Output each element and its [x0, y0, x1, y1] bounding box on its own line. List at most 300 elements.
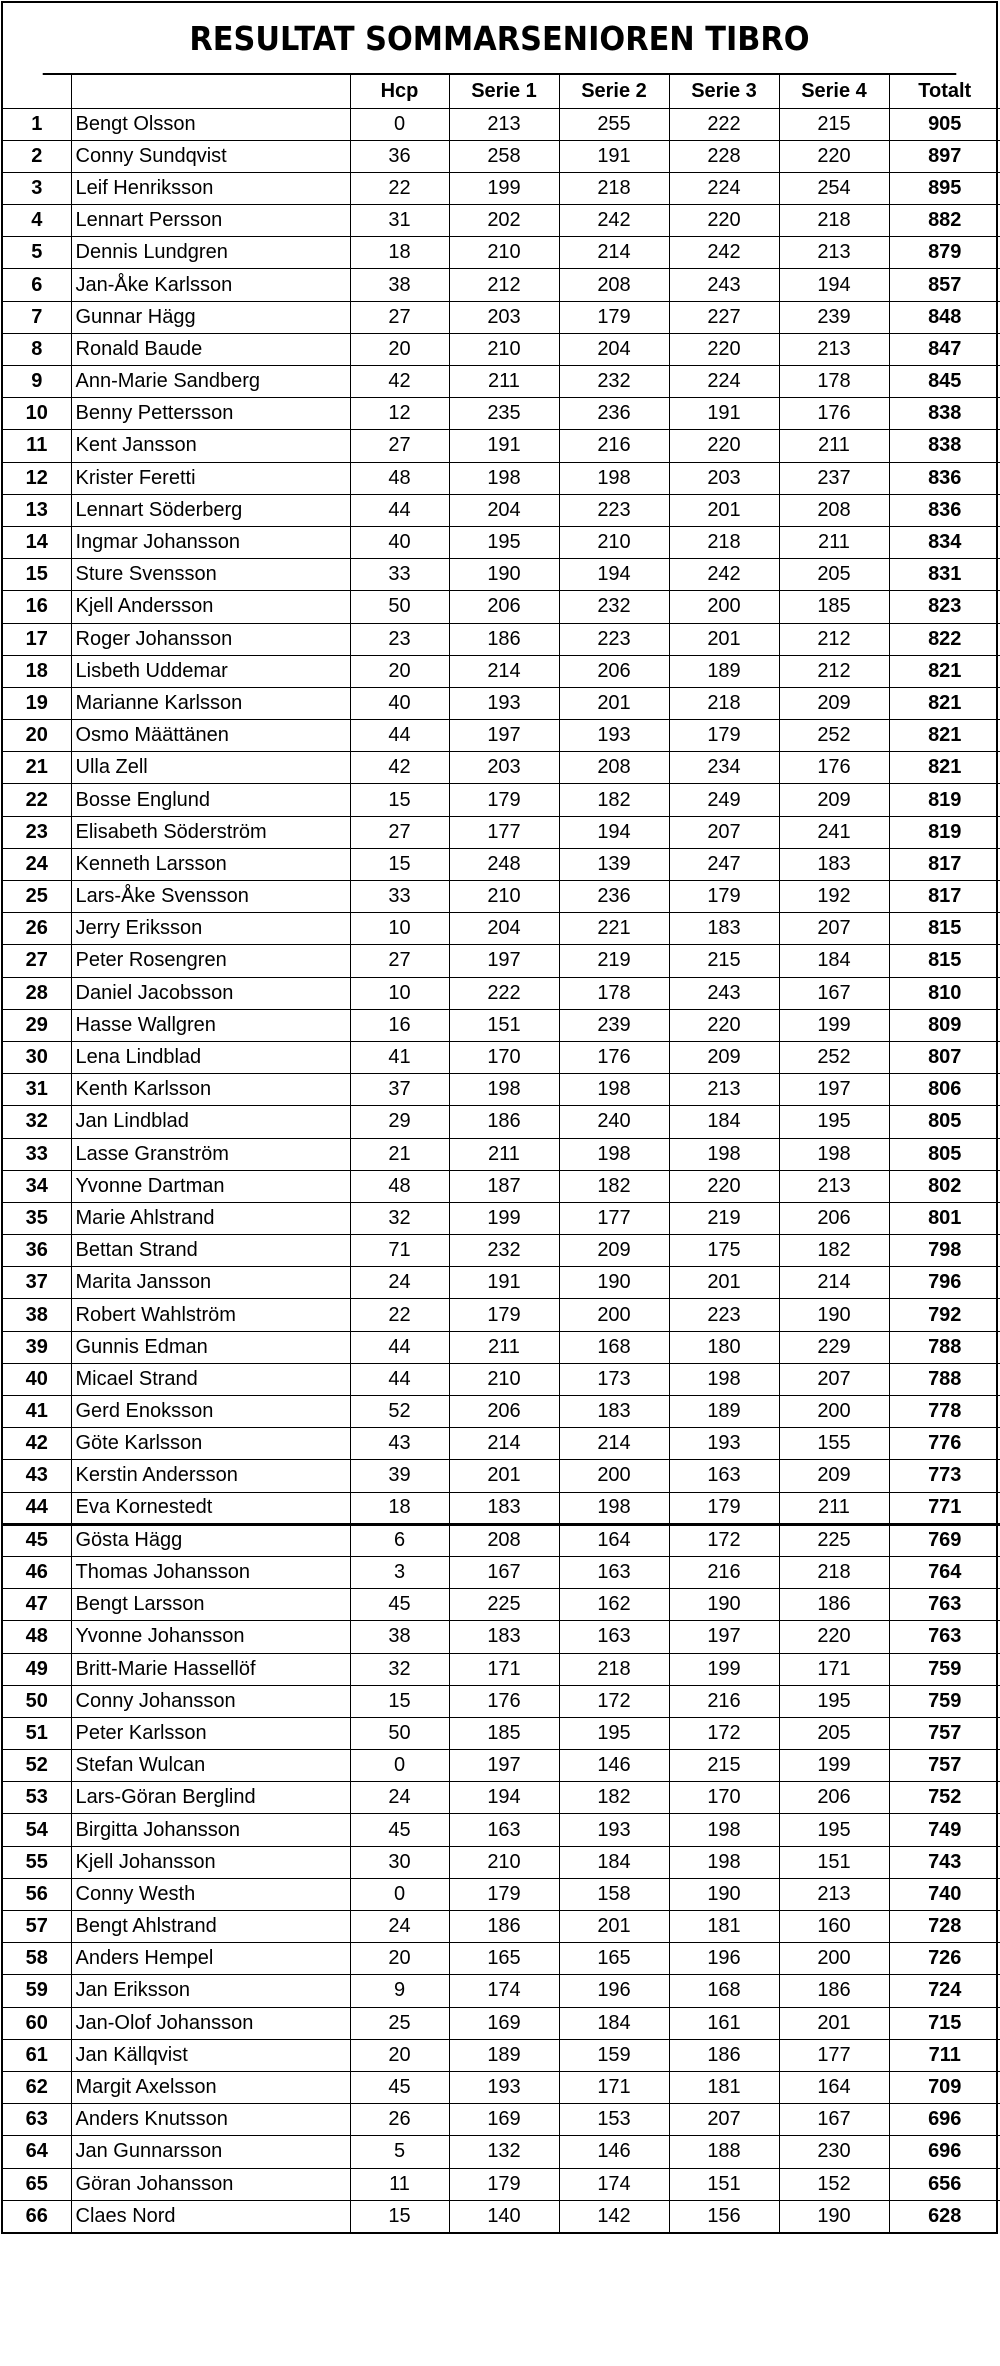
rank-cell: 7 — [3, 301, 71, 333]
serie-2-cell: 198 — [559, 1138, 669, 1170]
serie-2-cell: 201 — [559, 687, 669, 719]
serie-2-cell: 146 — [559, 1750, 669, 1782]
serie-1-cell: 187 — [449, 1170, 559, 1202]
serie-4-cell: 155 — [779, 1428, 889, 1460]
player-name-cell: Kent Jansson — [71, 430, 350, 462]
table-row — [3, 2200, 1000, 2232]
rank-cell: 44 — [3, 1492, 71, 1524]
serie-2-cell: 195 — [559, 1717, 669, 1749]
player-name-cell: Jan-Åke Karlsson — [71, 269, 350, 301]
serie-2-cell: 232 — [559, 366, 669, 398]
table-row — [3, 1943, 1000, 1975]
serie-4-cell: 195 — [779, 1106, 889, 1138]
hcp-cell: 10 — [350, 913, 449, 945]
player-name-cell: Thomas Johansson — [71, 1556, 350, 1588]
hcp-cell: 50 — [350, 591, 449, 623]
player-name-cell: Marita Jansson — [71, 1267, 350, 1299]
player-name-cell: Jan Källqvist — [71, 2039, 350, 2071]
serie-2-cell: 182 — [559, 1170, 669, 1202]
table-row — [3, 2071, 1000, 2103]
rank-cell: 34 — [3, 1170, 71, 1202]
rank-cell: 57 — [3, 1911, 71, 1943]
player-name-cell: Claes Nord — [71, 2200, 350, 2232]
rank-cell: 30 — [3, 1041, 71, 1073]
hcp-cell: 0 — [350, 1750, 449, 1782]
player-name-cell: Anders Knutsson — [71, 2104, 350, 2136]
player-name-cell: Elisabeth Söderström — [71, 816, 350, 848]
serie-3-cell: 216 — [669, 1556, 779, 1588]
serie-2-cell: 198 — [559, 1492, 669, 1524]
serie-1-cell: 199 — [449, 1202, 559, 1234]
serie-2-cell: 206 — [559, 655, 669, 687]
serie-1-cell: 186 — [449, 623, 559, 655]
serie-1-cell: 204 — [449, 494, 559, 526]
serie-3-cell: 215 — [669, 945, 779, 977]
total-cell: 728 — [889, 1911, 1000, 1943]
hcp-cell: 3 — [350, 1556, 449, 1588]
table-row — [3, 494, 1000, 526]
serie-3-cell: 186 — [669, 2039, 779, 2071]
rank-cell: 63 — [3, 2104, 71, 2136]
hcp-cell: 71 — [350, 1235, 449, 1267]
table-row — [3, 1267, 1000, 1299]
total-cell: 810 — [889, 977, 1000, 1009]
total-cell: 821 — [889, 655, 1000, 687]
total-cell: 788 — [889, 1363, 1000, 1395]
player-name-cell: Jerry Eriksson — [71, 913, 350, 945]
rank-cell: 4 — [3, 205, 71, 237]
player-name-cell: Leif Henriksson — [71, 172, 350, 204]
rank-cell: 10 — [3, 398, 71, 430]
total-cell: 848 — [889, 301, 1000, 333]
serie-1-cell: 140 — [449, 2200, 559, 2232]
table-row — [3, 1653, 1000, 1685]
serie-2-cell: 255 — [559, 108, 669, 140]
player-name-cell: Lennart Persson — [71, 205, 350, 237]
table-row — [3, 559, 1000, 591]
serie-3-cell: 201 — [669, 1267, 779, 1299]
serie-1-cell: 201 — [449, 1460, 559, 1492]
serie-2-cell: 200 — [559, 1460, 669, 1492]
serie-1-cell: 213 — [449, 108, 559, 140]
hcp-cell: 45 — [350, 1814, 449, 1846]
hcp-cell: 23 — [350, 623, 449, 655]
header-row — [3, 75, 1000, 108]
serie-1-cell: 235 — [449, 398, 559, 430]
rank-cell: 22 — [3, 784, 71, 816]
serie-4-cell: 209 — [779, 1460, 889, 1492]
player-name-cell: Roger Johansson — [71, 623, 350, 655]
serie-2-cell: 196 — [559, 1975, 669, 2007]
serie-4-cell: 215 — [779, 108, 889, 140]
hcp-cell: 42 — [350, 366, 449, 398]
serie-1-cell: 202 — [449, 205, 559, 237]
table-row — [3, 655, 1000, 687]
results-sheet — [1, 1, 998, 2234]
player-name-cell: Lars-Göran Berglind — [71, 1782, 350, 1814]
player-name-cell: Peter Karlsson — [71, 1717, 350, 1749]
serie-3-cell: 247 — [669, 848, 779, 880]
serie-3-cell: 249 — [669, 784, 779, 816]
table-row — [3, 2039, 1000, 2071]
hcp-cell: 45 — [350, 1589, 449, 1621]
table-row — [3, 2168, 1000, 2200]
serie-2-cell: 214 — [559, 237, 669, 269]
total-cell: 805 — [889, 1138, 1000, 1170]
serie-3-cell: 161 — [669, 2007, 779, 2039]
rank-cell: 20 — [3, 720, 71, 752]
serie-3-cell: 163 — [669, 1460, 779, 1492]
serie-4-cell: 218 — [779, 1556, 889, 1588]
serie-4-cell: 195 — [779, 1814, 889, 1846]
serie-4-cell: 211 — [779, 430, 889, 462]
total-cell: 752 — [889, 1782, 1000, 1814]
table-row — [3, 140, 1000, 172]
serie-4-cell: 211 — [779, 1492, 889, 1524]
serie-1-cell: 193 — [449, 687, 559, 719]
hcp-cell: 27 — [350, 430, 449, 462]
hcp-cell: 20 — [350, 655, 449, 687]
table-row — [3, 784, 1000, 816]
hcp-cell: 11 — [350, 2168, 449, 2200]
rank-cell: 53 — [3, 1782, 71, 1814]
serie-3-cell: 223 — [669, 1299, 779, 1331]
total-cell: 763 — [889, 1621, 1000, 1653]
serie-3-cell: 191 — [669, 398, 779, 430]
serie-3-cell: 168 — [669, 1975, 779, 2007]
serie-3-cell: 190 — [669, 1878, 779, 1910]
serie-4-cell: 207 — [779, 1363, 889, 1395]
hcp-cell: 42 — [350, 752, 449, 784]
hcp-cell: 15 — [350, 848, 449, 880]
serie-2-cell: 219 — [559, 945, 669, 977]
serie-2-cell: 168 — [559, 1331, 669, 1363]
serie-4-cell: 213 — [779, 237, 889, 269]
serie-3-cell: 189 — [669, 655, 779, 687]
serie-2-cell: 183 — [559, 1396, 669, 1428]
rank-cell: 50 — [3, 1685, 71, 1717]
hcp-cell: 50 — [350, 1717, 449, 1749]
total-cell: 715 — [889, 2007, 1000, 2039]
total-cell: 757 — [889, 1750, 1000, 1782]
serie-1-cell: 179 — [449, 2168, 559, 2200]
table-row — [3, 2104, 1000, 2136]
results-table — [3, 75, 1000, 2232]
rank-cell: 8 — [3, 333, 71, 365]
serie-1-cell: 198 — [449, 462, 559, 494]
serie-4-cell: 164 — [779, 2071, 889, 2103]
serie-1-cell: 203 — [449, 752, 559, 784]
serie-1-cell: 225 — [449, 1589, 559, 1621]
total-cell: 798 — [889, 1235, 1000, 1267]
serie-2-cell: 159 — [559, 2039, 669, 2071]
rank-cell: 24 — [3, 848, 71, 880]
table-row — [3, 591, 1000, 623]
table-row — [3, 1717, 1000, 1749]
serie-3-cell: 181 — [669, 1911, 779, 1943]
player-name-cell: Margit Axelsson — [71, 2071, 350, 2103]
table-row — [3, 108, 1000, 140]
serie-4-cell: 206 — [779, 1202, 889, 1234]
rank-cell: 15 — [3, 559, 71, 591]
total-cell: 822 — [889, 623, 1000, 655]
hcp-cell: 40 — [350, 526, 449, 558]
total-cell: 847 — [889, 333, 1000, 365]
serie-3-cell: 189 — [669, 1396, 779, 1428]
player-name-cell: Göran Johansson — [71, 2168, 350, 2200]
rank-cell: 23 — [3, 816, 71, 848]
serie-4-cell: 225 — [779, 1524, 889, 1556]
total-cell: 819 — [889, 816, 1000, 848]
player-name-cell: Kenth Karlsson — [71, 1074, 350, 1106]
serie-3-cell: 179 — [669, 720, 779, 752]
hcp-cell: 30 — [350, 1846, 449, 1878]
player-name-cell: Lennart Söderberg — [71, 494, 350, 526]
rank-cell: 25 — [3, 881, 71, 913]
serie-3-cell: 220 — [669, 430, 779, 462]
player-name-cell: Ulla Zell — [71, 752, 350, 784]
serie-4-cell: 213 — [779, 333, 889, 365]
serie-1-cell: 165 — [449, 1943, 559, 1975]
table-row — [3, 1556, 1000, 1588]
serie-3-cell: 198 — [669, 1363, 779, 1395]
serie-3-cell: 242 — [669, 237, 779, 269]
serie-1-cell: 190 — [449, 559, 559, 591]
serie-2-cell: 223 — [559, 623, 669, 655]
hcp-cell: 38 — [350, 1621, 449, 1653]
total-cell: 879 — [889, 237, 1000, 269]
hcp-cell: 27 — [350, 945, 449, 977]
serie-4-cell: 184 — [779, 945, 889, 977]
hcp-cell: 38 — [350, 269, 449, 301]
rank-cell: 51 — [3, 1717, 71, 1749]
serie-3-cell: 218 — [669, 526, 779, 558]
serie-1-cell: 177 — [449, 816, 559, 848]
table-row — [3, 1428, 1000, 1460]
total-cell: 836 — [889, 462, 1000, 494]
serie-3-cell: 172 — [669, 1524, 779, 1556]
serie-4-cell: 241 — [779, 816, 889, 848]
table-row — [3, 398, 1000, 430]
hcp-cell: 15 — [350, 2200, 449, 2232]
serie-2-cell: 209 — [559, 1235, 669, 1267]
serie-4-cell: 186 — [779, 1975, 889, 2007]
table-row — [3, 462, 1000, 494]
serie-3-cell: 203 — [669, 462, 779, 494]
serie-1-cell: 206 — [449, 591, 559, 623]
serie-2-cell: 214 — [559, 1428, 669, 1460]
header-total: Totalt — [889, 75, 1000, 108]
hcp-cell: 20 — [350, 1943, 449, 1975]
table-row — [3, 333, 1000, 365]
serie-3-cell: 222 — [669, 108, 779, 140]
player-name-cell: Ronald Baude — [71, 333, 350, 365]
player-name-cell: Kjell Andersson — [71, 591, 350, 623]
serie-2-cell: 190 — [559, 1267, 669, 1299]
player-name-cell: Krister Feretti — [71, 462, 350, 494]
hcp-cell: 10 — [350, 977, 449, 1009]
table-row — [3, 1685, 1000, 1717]
serie-4-cell: 177 — [779, 2039, 889, 2071]
total-cell: 834 — [889, 526, 1000, 558]
player-name-cell: Dennis Lundgren — [71, 237, 350, 269]
serie-1-cell: 210 — [449, 1363, 559, 1395]
table-row — [3, 1782, 1000, 1814]
player-name-cell: Bengt Ahlstrand — [71, 1911, 350, 1943]
serie-3-cell: 243 — [669, 977, 779, 1009]
serie-2-cell: 163 — [559, 1556, 669, 1588]
serie-1-cell: 203 — [449, 301, 559, 333]
hcp-cell: 15 — [350, 784, 449, 816]
table-row — [3, 366, 1000, 398]
player-name-cell: Jan-Olof Johansson — [71, 2007, 350, 2039]
serie-4-cell: 208 — [779, 494, 889, 526]
player-name-cell: Stefan Wulcan — [71, 1750, 350, 1782]
total-cell: 845 — [889, 366, 1000, 398]
serie-4-cell: 199 — [779, 1750, 889, 1782]
rank-cell: 31 — [3, 1074, 71, 1106]
total-cell: 809 — [889, 1009, 1000, 1041]
serie-2-cell: 208 — [559, 752, 669, 784]
serie-2-cell: 184 — [559, 1846, 669, 1878]
rank-cell: 28 — [3, 977, 71, 1009]
rank-cell: 65 — [3, 2168, 71, 2200]
serie-4-cell: 229 — [779, 1331, 889, 1363]
serie-4-cell: 205 — [779, 559, 889, 591]
serie-3-cell: 180 — [669, 1331, 779, 1363]
table-row — [3, 269, 1000, 301]
serie-1-cell: 183 — [449, 1621, 559, 1653]
serie-3-cell: 172 — [669, 1717, 779, 1749]
serie-2-cell: 218 — [559, 172, 669, 204]
hcp-cell: 21 — [350, 1138, 449, 1170]
rank-cell: 49 — [3, 1653, 71, 1685]
serie-3-cell: 196 — [669, 1943, 779, 1975]
serie-1-cell: 169 — [449, 2104, 559, 2136]
serie-2-cell: 173 — [559, 1363, 669, 1395]
total-cell: 838 — [889, 430, 1000, 462]
serie-2-cell: 218 — [559, 1653, 669, 1685]
serie-3-cell: 179 — [669, 1492, 779, 1524]
player-name-cell: Kerstin Andersson — [71, 1460, 350, 1492]
table-row — [3, 526, 1000, 558]
player-name-cell: Sture Svensson — [71, 559, 350, 591]
serie-4-cell: 167 — [779, 2104, 889, 2136]
serie-3-cell: 243 — [669, 269, 779, 301]
rank-cell: 29 — [3, 1009, 71, 1041]
serie-2-cell: 210 — [559, 526, 669, 558]
table-row — [3, 237, 1000, 269]
serie-1-cell: 186 — [449, 1106, 559, 1138]
total-cell: 905 — [889, 108, 1000, 140]
hcp-cell: 15 — [350, 1685, 449, 1717]
table-row — [3, 1846, 1000, 1878]
rank-cell: 18 — [3, 655, 71, 687]
rank-cell: 5 — [3, 237, 71, 269]
serie-1-cell: 206 — [449, 1396, 559, 1428]
serie-4-cell: 183 — [779, 848, 889, 880]
player-name-cell: Bosse Englund — [71, 784, 350, 816]
total-cell: 815 — [889, 945, 1000, 977]
serie-2-cell: 174 — [559, 2168, 669, 2200]
hcp-cell: 45 — [350, 2071, 449, 2103]
total-cell: 743 — [889, 1846, 1000, 1878]
serie-2-cell: 182 — [559, 1782, 669, 1814]
serie-3-cell: 224 — [669, 366, 779, 398]
serie-4-cell: 237 — [779, 462, 889, 494]
header-name — [71, 75, 350, 108]
serie-3-cell: 220 — [669, 333, 779, 365]
serie-2-cell: 184 — [559, 2007, 669, 2039]
hcp-cell: 27 — [350, 816, 449, 848]
hcp-cell: 26 — [350, 2104, 449, 2136]
rank-cell: 54 — [3, 1814, 71, 1846]
total-cell: 802 — [889, 1170, 1000, 1202]
rank-cell: 46 — [3, 1556, 71, 1588]
rank-cell: 2 — [3, 140, 71, 172]
serie-1-cell: 208 — [449, 1524, 559, 1556]
serie-1-cell: 185 — [449, 1717, 559, 1749]
table-row — [3, 1074, 1000, 1106]
hcp-cell: 44 — [350, 1331, 449, 1363]
serie-3-cell: 175 — [669, 1235, 779, 1267]
serie-1-cell: 169 — [449, 2007, 559, 2039]
table-row — [3, 1750, 1000, 1782]
table-row — [3, 1814, 1000, 1846]
serie-2-cell: 221 — [559, 913, 669, 945]
serie-4-cell: 190 — [779, 1299, 889, 1331]
player-name-cell: Kenneth Larsson — [71, 848, 350, 880]
total-cell: 749 — [889, 1814, 1000, 1846]
table-row — [3, 1170, 1000, 1202]
serie-1-cell: 214 — [449, 1428, 559, 1460]
hcp-cell: 33 — [350, 881, 449, 913]
serie-2-cell: 158 — [559, 1878, 669, 1910]
serie-3-cell: 213 — [669, 1074, 779, 1106]
table-row — [3, 205, 1000, 237]
hcp-cell: 32 — [350, 1653, 449, 1685]
table-row — [3, 1589, 1000, 1621]
serie-3-cell: 228 — [669, 140, 779, 172]
serie-2-cell: 164 — [559, 1524, 669, 1556]
player-name-cell: Marie Ahlstrand — [71, 1202, 350, 1234]
total-cell: 628 — [889, 2200, 1000, 2232]
hcp-cell: 44 — [350, 720, 449, 752]
player-name-cell: Lena Lindblad — [71, 1041, 350, 1073]
page-title: RESULTAT SOMMARSENIOREN TIBRO — [43, 3, 957, 75]
player-name-cell: Anders Hempel — [71, 1943, 350, 1975]
serie-1-cell: 248 — [449, 848, 559, 880]
table-row — [3, 623, 1000, 655]
table-row — [3, 2007, 1000, 2039]
player-name-cell: Ann-Marie Sandberg — [71, 366, 350, 398]
rank-cell: 21 — [3, 752, 71, 784]
serie-1-cell: 258 — [449, 140, 559, 172]
table-row — [3, 977, 1000, 1009]
serie-1-cell: 174 — [449, 1975, 559, 2007]
total-cell: 815 — [889, 913, 1000, 945]
table-row — [3, 913, 1000, 945]
hcp-cell: 36 — [350, 140, 449, 172]
hcp-cell: 48 — [350, 462, 449, 494]
serie-4-cell: 211 — [779, 526, 889, 558]
hcp-cell: 41 — [350, 1041, 449, 1073]
total-cell: 773 — [889, 1460, 1000, 1492]
serie-2-cell: 179 — [559, 301, 669, 333]
serie-4-cell: 200 — [779, 1396, 889, 1428]
total-cell: 801 — [889, 1202, 1000, 1234]
serie-2-cell: 162 — [559, 1589, 669, 1621]
